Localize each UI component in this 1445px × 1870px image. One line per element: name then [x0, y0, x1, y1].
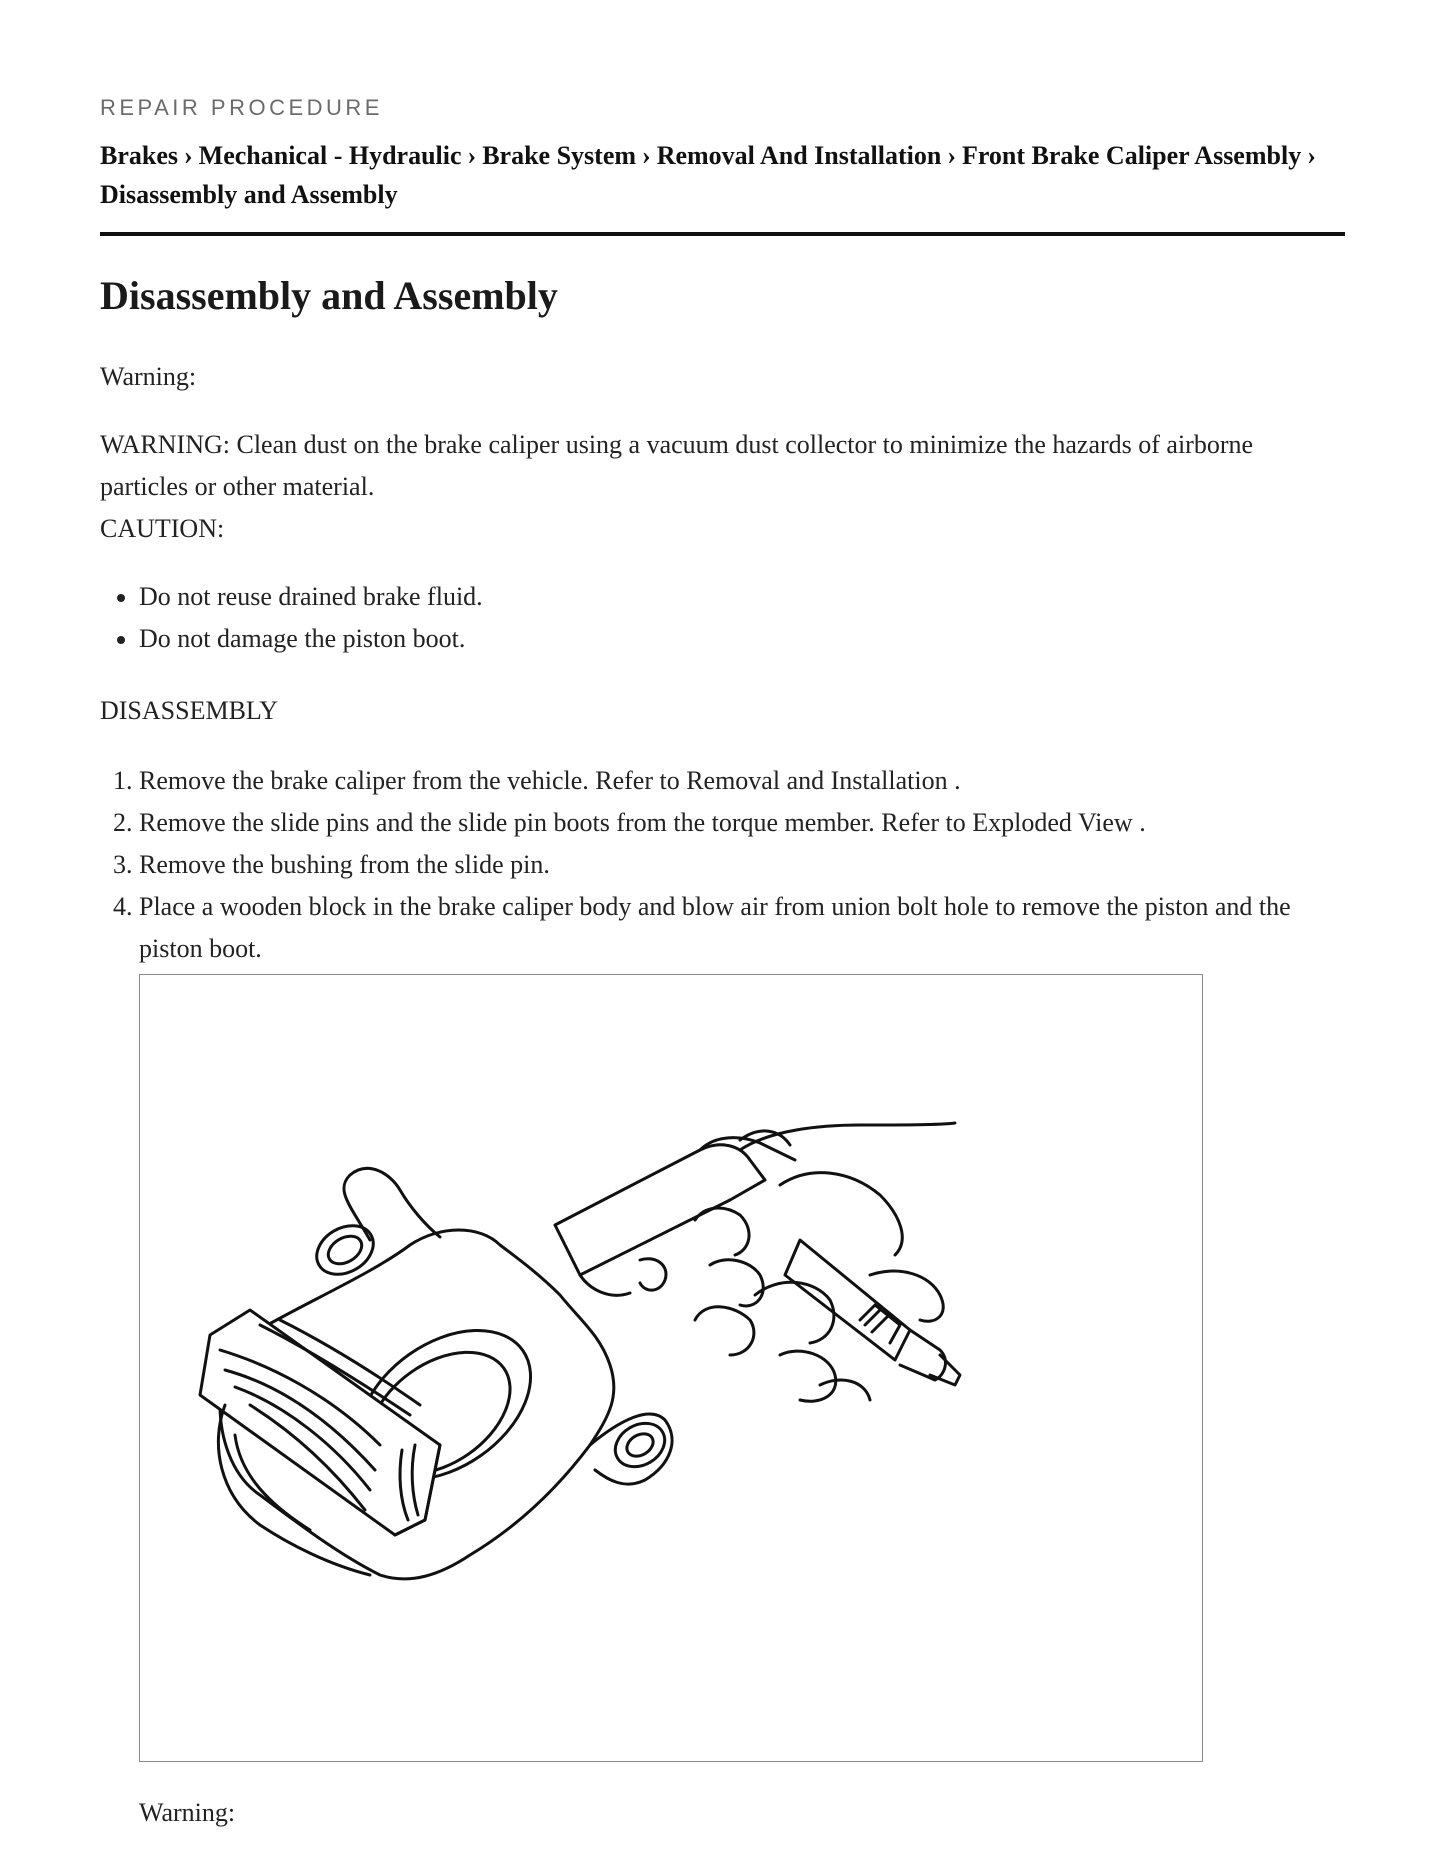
warning-label: Warning: [100, 362, 197, 391]
disassembly-label: DISASSEMBLY [100, 696, 278, 725]
breadcrumb-separator: › [947, 141, 956, 170]
step-item: 1. Remove the brake caliper from the vehicle. Refer to Removal and Installation . [139, 760, 1345, 802]
caution-label: CAUTION: [100, 514, 225, 543]
breadcrumb-item-current: Disassembly and Assembly [100, 180, 398, 209]
step-item: 4. Place a wooden block in the brake caliper body and blow air from union bolt hole to remove the piston and the piston boot. [139, 886, 1345, 970]
breadcrumb-separator: › [184, 141, 193, 170]
breadcrumb-item-brake-system[interactable]: Brake System [482, 141, 637, 170]
list-item: • Do not damage the piston boot. [139, 618, 1345, 660]
page-title: Disassembly and Assembly [100, 273, 558, 318]
breadcrumb-separator: › [642, 141, 651, 170]
step-item: 3. Remove the bushing from the slide pin. [139, 844, 1345, 886]
breadcrumb-separator: › [467, 141, 477, 170]
step4-warning-label: Warning: [139, 1798, 236, 1827]
list-item: • Do not reuse drained brake fluid. [139, 576, 1345, 618]
header-divider [100, 232, 1345, 236]
breadcrumb-item-front-brake-caliper[interactable]: Front Brake Caliper Assembly [961, 141, 1302, 170]
breadcrumb [100, 136, 1345, 214]
breadcrumb-item-removal-installation[interactable]: Removal And Installation [656, 141, 942, 170]
breadcrumb-item-mechanical-hydraulic[interactable]: Mechanical - Hydraulic [198, 141, 462, 170]
breadcrumb-item-brakes[interactable]: Brakes [100, 141, 178, 170]
step-item: 2. Remove the slide pins and the slide pin boots from the torque member. Refer to Exploded View . [139, 802, 1345, 844]
section-kicker: REPAIR PROCEDURE [100, 95, 383, 120]
warning-text: WARNING: Clean dust on the brake caliper using a vacuum dust collector to minimize the hazards of airborne particles or other material. [100, 430, 1254, 501]
brake-caliper-air-gun-illustration [140, 975, 1203, 1762]
figure-frame [139, 974, 1203, 1762]
caution-list [100, 576, 1345, 660]
breadcrumb-separator: › [1307, 141, 1316, 170]
disassembly-steps [100, 760, 1345, 970]
